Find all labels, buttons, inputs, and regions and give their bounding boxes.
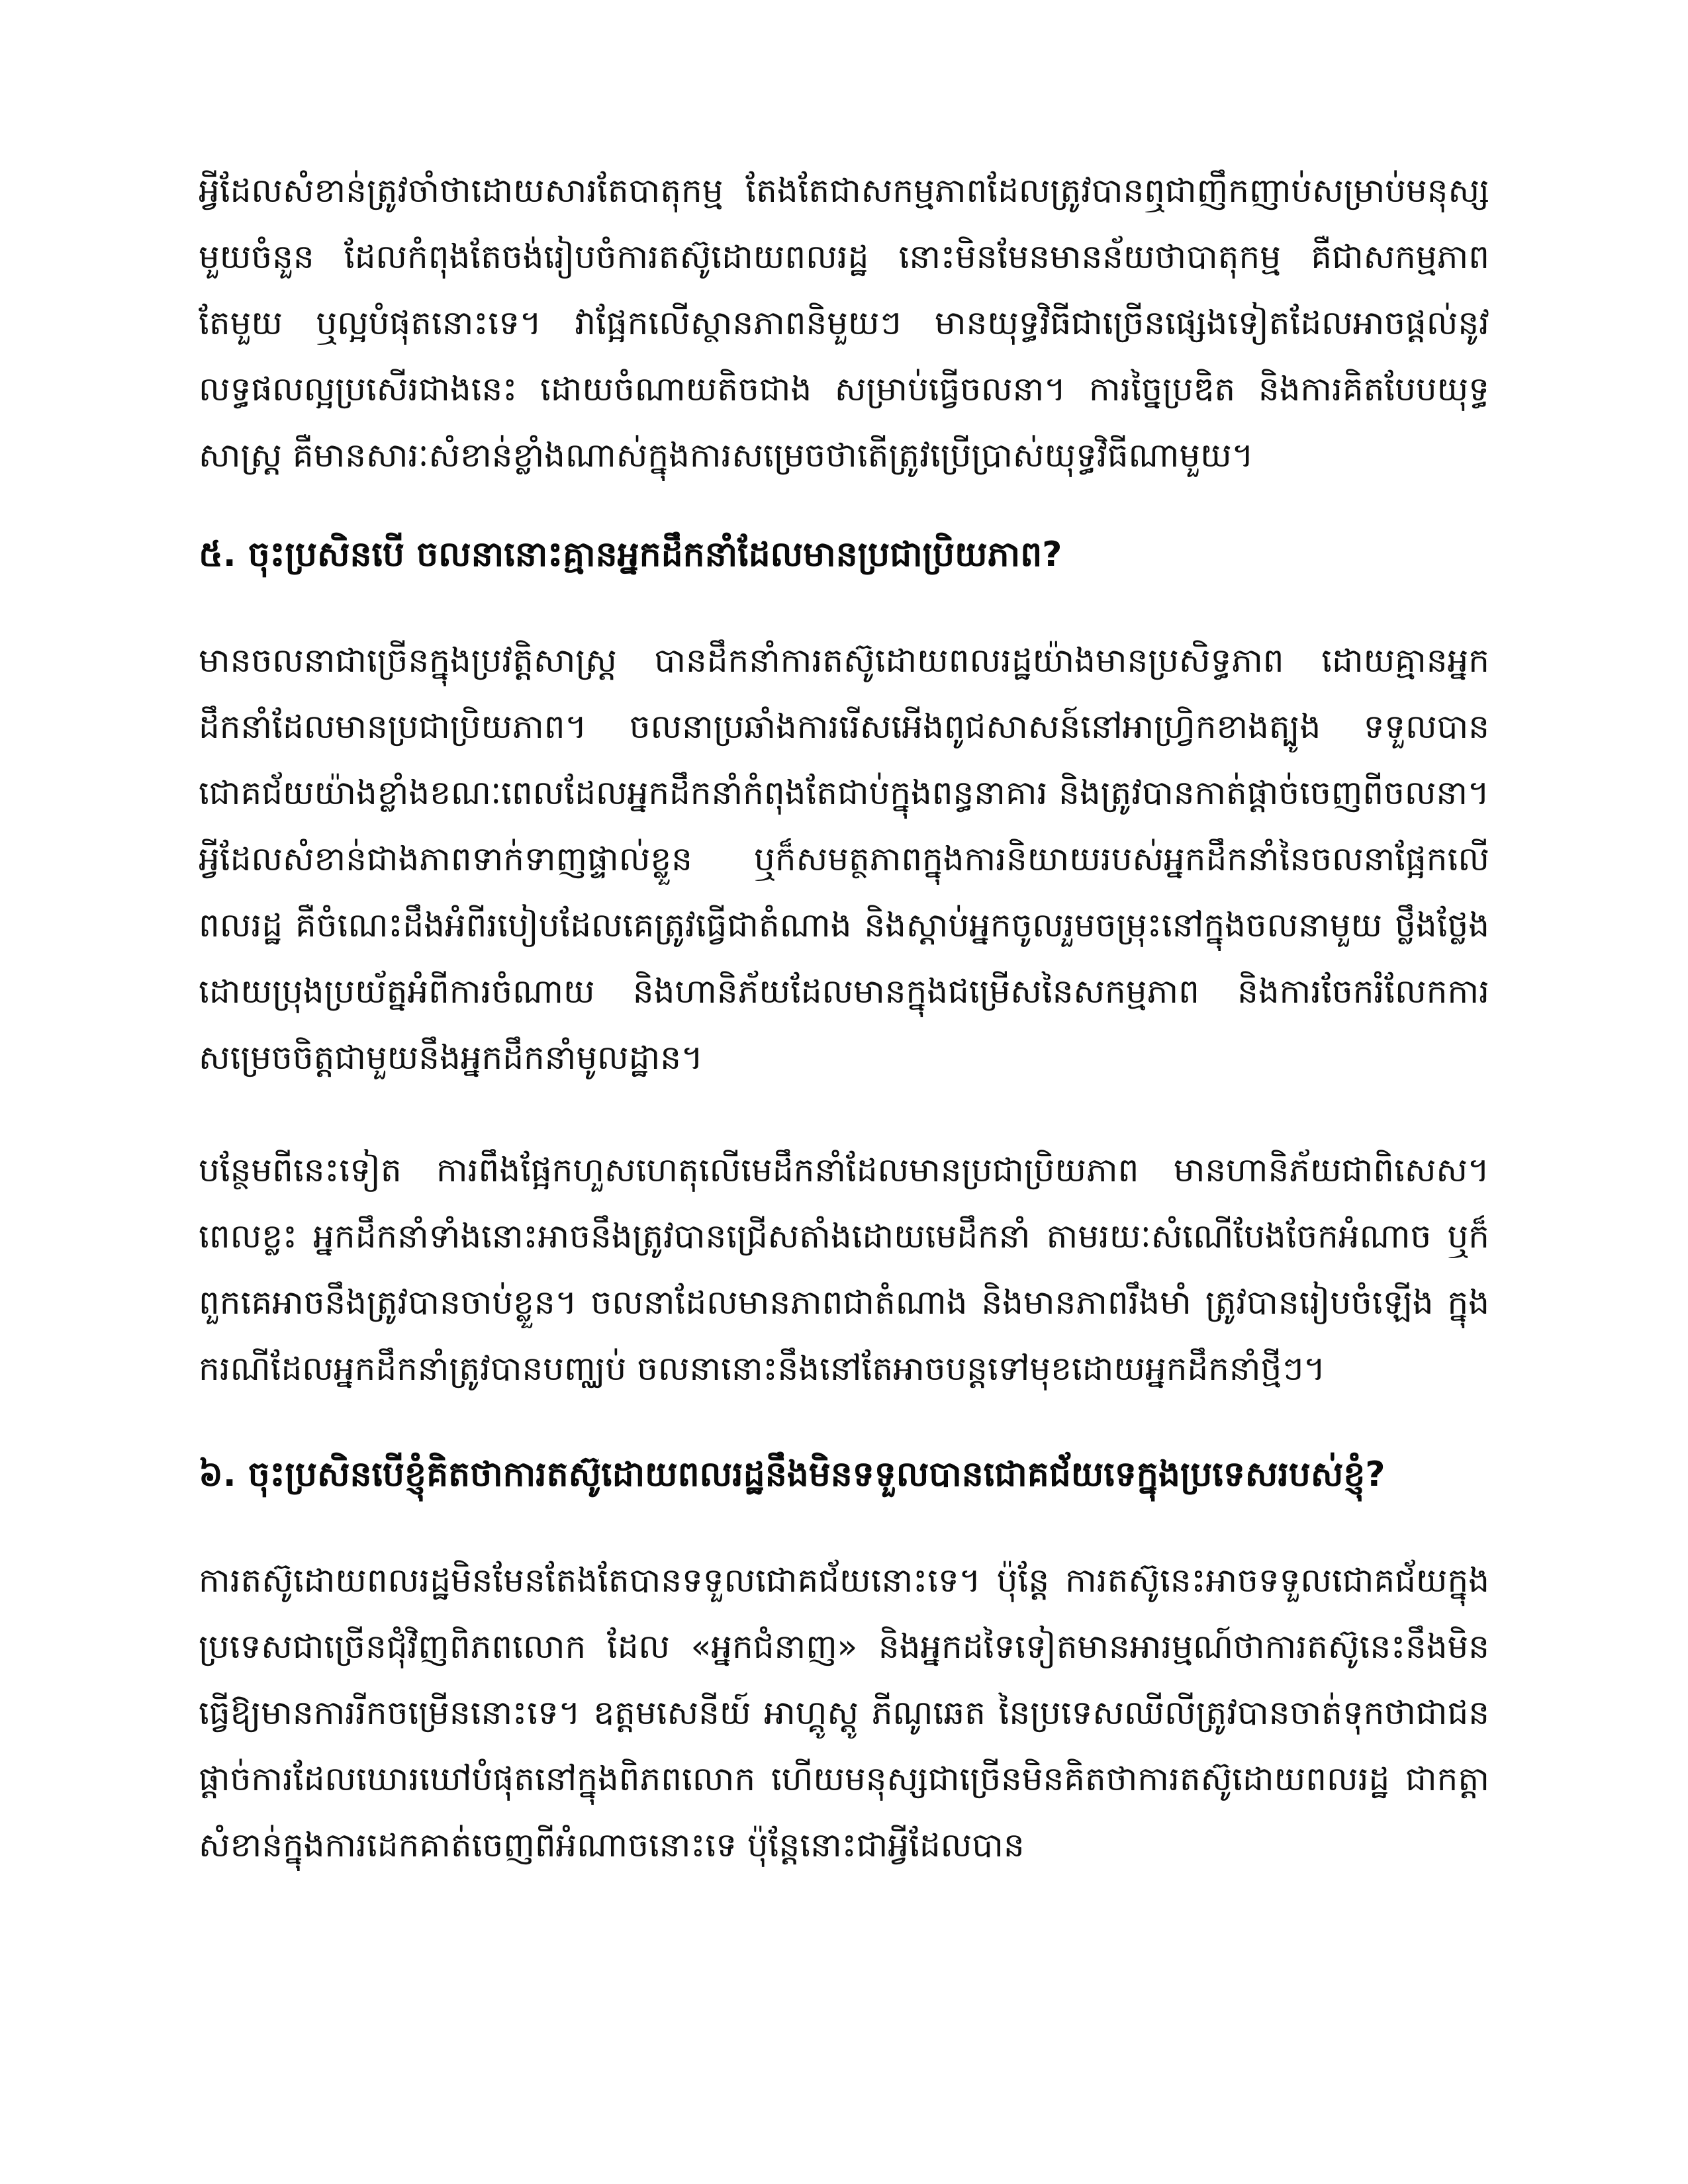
heading-section-5: ៥. ចុះប្រសិនបើ ចលនានោះគ្មានអ្នកដឹកនាំដែលមានប្រជាប្រិយភាព? bbox=[199, 535, 1062, 574]
paragraph-leaderless-movements: មានចលនាជាច្រើនក្នុងប្រវត្តិសាស្ត្រ បានដឹកនាំការតស៊ូដោយពលរដ្ឋយ៉ាងមានប្រសិទ្ធភាព ដោយគ្មានអ្នកដឹកនាំដែលមានប្រជាប្រិយភាព។ ចលនាប្រឆាំងការរើសអើងពូជសាសន៍នៅអាហ្វ្រិកខាងត្បូង ទទួលបានជោគជ័យយ៉ាងខ្លាំងខណៈពេលដែលអ្នកដឹកនាំកំពុងតែជាប់ក្នុងពន្ធនាគារ និងត្រូវបានកាត់ផ្ដាច់ចេញពីចលនា។ អ្វីដែលសំខាន់ជាងភាពទាក់ទាញផ្ទាល់ខ្លួន ឬក៏សមត្ថភាពក្នុងការនិយាយរបស់អ្នកដឹកនាំនៃចលនាផ្អែកលើពលរដ្ឋ គឺចំណេះដឹងអំពីរបៀបដែលគេត្រូវធ្វើជាតំណាង និងស្ដាប់អ្នកចូលរួមចម្រុះនៅក្នុងចលនាមួយ ថ្លឹងថ្លែងដោយប្រុងប្រយ័ត្នអំពីការចំណាយ និងហានិភ័យដែលមានក្នុងជម្រើសនៃសកម្មភាព និងការចែករំលែកការសម្រេចចិត្តជាមួយនឹងអ្នកដឹកនាំមូលដ្ឋាន។ bbox=[199, 641, 1489, 1077]
paragraph-resistance-success: ការតស៊ូដោយពលរដ្ឋមិនមែនតែងតែបានទទួលជោគជ័យនោះទេ។ ប៉ុន្តែ ការតស៊ូនេះអាចទទួលជោគជ័យក្នុងប្រទេសជាច្រើនជុំវិញពិភពលោក ដែល «អ្នកជំនាញ» និងអ្នកដទៃទៀតមានអារម្មណ៍ថាការតស៊ូនេះនឹងមិនធ្វើឱ្យមានការរីកចម្រើននោះទេ។ ឧត្តមសេនីយ៍ អាហ្គូស្តូ ភីណូឆេត នៃប្រទេសឈីលីត្រូវបានចាត់ទុកថាជាជនផ្ដាច់ការដែលឃោរឃៅបំផុតនៅក្នុងពិភពលោក ហើយមនុស្សជាច្រើនមិនគិតថាការតស៊ូដោយពលរដ្ឋ ជាកត្តាសំខាន់ក្នុងការដេកគាត់ចេញពីអំណាចនោះទេ ប៉ុន្តែនោះជាអ្វីដែលបាន bbox=[199, 1561, 1489, 1864]
paragraph-leader-risk: បន្ថែមពីនេះទៀត ការពឹងផ្អែកហួសហេតុលើមេដឹកនាំដែលមានប្រជាប្រិយភាព មានហានិភ័យជាពិសេស។ ពេលខ្លះ អ្នកដឹកនាំទាំងនោះអាចនឹងត្រូវបានជ្រើសតាំងដោយមេដឹកនាំ តាមរយៈសំណើបែងចែកអំណាច ឬក៏ពួកគេអាចនឹងត្រូវបានចាប់ខ្លួន។ ចលនាដែលមានភាពជាតំណាង និងមានភាពរឹងមាំ ត្រូវបានរៀបចំឡើង ក្នុងករណីដែលអ្នកដឹកនាំត្រូវបានបញ្ឈប់ ចលនានោះនឹងនៅតែអាចបន្តទៅមុខដោយអ្នកដឹកនាំថ្មីៗ។ bbox=[199, 1151, 1490, 1388]
heading-section-6: ៦. ចុះប្រសិនបើខ្ញុំគិតថាការតស៊ូដោយពលរដ្ឋនឹងមិនទទួលបានជោគជ័យទេក្នុងប្រទេសរបស់ខ្ញុំ? bbox=[199, 1455, 1385, 1494]
paragraph-protest-tactics: អ្វីដែលសំខាន់ត្រូវចាំថាដោយសារតែបាតុកម្ម តែងតែជាសកម្មភាពដែលត្រូវបានឮជាញឹកញាប់សម្រាប់មនុស្សមួយចំនួន ដែលកំពុងតែចង់រៀបចំការតស៊ូដោយពលរដ្ឋ នោះមិនមែនមានន័យថាបាតុកម្ម គឺជាសកម្មភាពតែមួយ ឬល្អបំផុតនោះទេ។ វាផ្អែកលើស្ថានភាពនិមួយៗ មានយុទ្ធវិធីជាច្រើនផ្សេងទៀតដែលអាចផ្ដល់នូវលទ្ធផលល្អប្រសើរជាងនេះ ដោយចំណាយតិចជាង សម្រាប់ធ្វើចលនា។ ការច្នៃប្រឌិត និងការគិតបែបយុទ្ធសាស្ត្រ គឺមានសារៈសំខាន់ខ្លាំងណាស់ក្នុងការសម្រេចថាតើត្រូវប្រើប្រាស់យុទ្ធវិធីណាមួយ។ bbox=[199, 171, 1489, 475]
document-body bbox=[199, 158, 1489, 1878]
